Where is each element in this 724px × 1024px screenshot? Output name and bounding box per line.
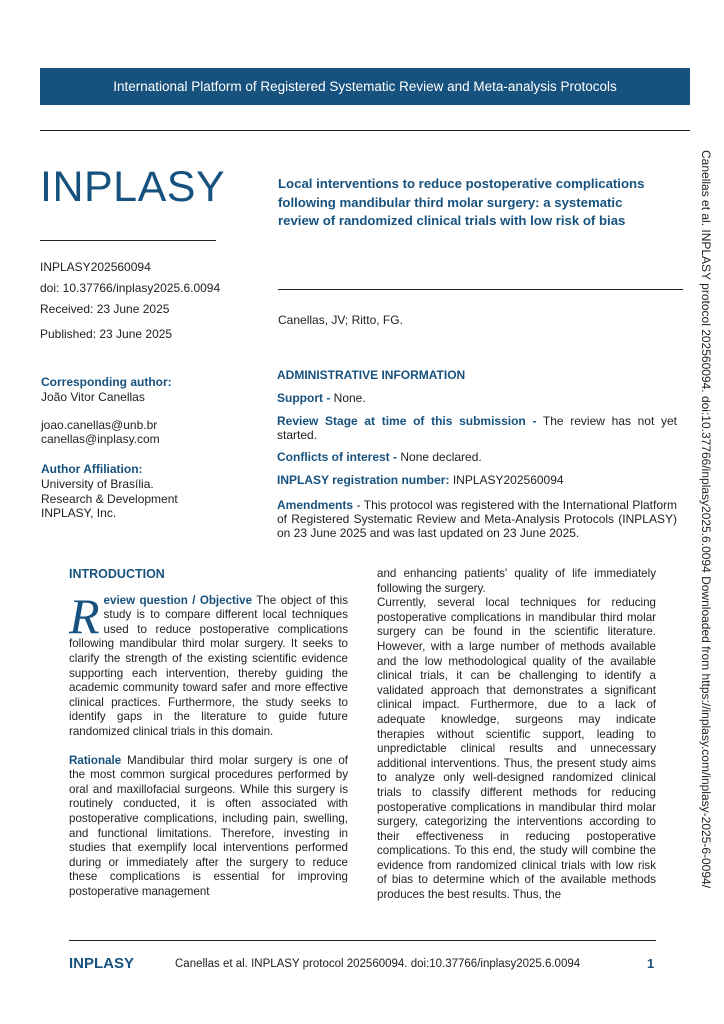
- admin-stage: [277, 414, 677, 442]
- rationale-label: Rationale: [69, 753, 122, 767]
- rationale-text: Mandibular third molar surgery is one of the most common surgical procedures performed by oral and maxillofacial surgeons. While this surgery is routinely conducted, it is often associated with postoperative complications, including pain, swelling, and functional limitations. Therefore, investing in studies that exemplify local interventions performed during or immediately after the surgery to reduce these complications is essential for improving postoperative management: [69, 753, 348, 898]
- amendments-value: - This protocol was registered with the International Platform of Registered Systematic Review and Meta-Analysis Protocols (INPLASY) on 23 June 2025 and was last updated on 23 June 2025.: [277, 498, 677, 540]
- conflicts-label: Conflicts of interest -: [277, 450, 398, 464]
- admin-heading: [277, 368, 677, 382]
- right-paragraph-1: and enhancing patients' quality of life immediately following the surgery.: [377, 567, 656, 595]
- corresponding-author: [41, 375, 172, 447]
- review-question-label: eview question / Objective: [103, 593, 253, 607]
- author-affiliation: [41, 462, 178, 521]
- registration-label: INPLASY registration number:: [277, 473, 450, 487]
- dropcap-letter: R: [69, 587, 100, 644]
- published-date: Published: 23 June 2025: [40, 327, 173, 341]
- left-column: [69, 567, 348, 899]
- banner-text: International Platform of Registered Systematic Review and Meta-analysis Protocols: [113, 79, 617, 94]
- stage-label: Review Stage at time of this submission -: [277, 414, 537, 428]
- registration-value: INPLASY202560094: [449, 473, 564, 487]
- sidebar-citation-text[interactable]: Canellas et al. INPLASY protocol 202560094. doi:10.37766/inplasy2025.6.0094 Downloaded from https://inplasy.com/inplasy-2025-6-0094/: [699, 150, 713, 889]
- admin-registration: [277, 473, 677, 487]
- review-question-text: The object of this study is to compare different local techniques used to reduce postoperative complications following mandibular third molar surgery. It seeks to clarify the strength of the existing scientific evidence supporting each intervention, thereby guiding the academic community toward safer and more effective clinical practices. Furthermore, the study seeks to identify gaps in the literature to guide future randomized clinical trials in this domain.: [69, 593, 349, 738]
- email-link-2[interactable]: canellas@inplasy.com: [41, 432, 160, 447]
- footer-brand: INPLASY: [69, 955, 135, 972]
- right-paragraph-2: Currently, several local techniques for reducing postoperative complications in mandibular third molar surgery can be found in the scientific literature. However, with a large number of methods available and the low methodological quality of the available clinical trials, it can be challenging to identify a validated approach that demonstrates a significant clinical impact. Furthermore, due to a lack of adequate knowledge, surgeons may indicate therapies without scientific support, leading to unpredictable clinical results and unnecessary additional interventions. Thus, the present study aims to analyze only well-designed randomized clinical trials to classify different methods for reducing postoperative complications in mandibular third molar surgery, categorizing the interventions according to their effectiveness in reducing postoperative complications. To this end, the study will combine the evidence from randomized clinical trials with low risk of bias to determine which of the available methods produces the best results. Thus, the: [377, 596, 656, 902]
- admin-conflicts: [277, 450, 677, 464]
- admin-amendments: [277, 498, 677, 540]
- footer-citation: Canellas et al. INPLASY protocol 202560094. doi:10.37766/inplasy2025.6.0094: [175, 958, 581, 970]
- brand-rule: [40, 240, 216, 241]
- affiliation-line-3: INPLASY, Inc.: [41, 506, 117, 521]
- conflicts-value: None declared.: [397, 450, 482, 464]
- article-title: Local interventions to reduce postoperative complications following mandibular third molar surgery: a systematic review of randomized clinical trials with low risk of bias: [278, 176, 645, 228]
- affiliation-line-2: Research & Development: [41, 491, 178, 506]
- title-rule: [278, 289, 683, 290]
- sidebar-citation: [697, 150, 717, 910]
- review-question-paragraph: [69, 587, 349, 740]
- doi[interactable]: doi: 10.37766/inplasy2025.6.0094: [40, 281, 221, 295]
- authors: Canellas, JV; Ritto, FG.: [278, 313, 403, 327]
- received-date: Received: 23 June 2025: [40, 302, 170, 316]
- right-column: [377, 567, 656, 903]
- affiliation-heading: Author Affiliation:: [41, 462, 143, 476]
- protocol-id: INPLASY202560094: [40, 260, 151, 274]
- support-label: Support -: [277, 391, 331, 405]
- page-number: 1: [647, 956, 655, 971]
- footer-rule: [69, 940, 656, 941]
- introduction-heading: INTRODUCTION: [69, 567, 165, 581]
- admin-support: [277, 391, 677, 405]
- support-value: None.: [330, 391, 366, 405]
- email-link-1[interactable]: joao.canellas@unb.br: [41, 417, 158, 432]
- corresponding-heading: Corresponding author:: [41, 375, 172, 389]
- corresponding-name: João Vitor Canellas: [41, 389, 145, 404]
- affiliation-line-1: University of Brasília.: [41, 476, 154, 491]
- top-rule: [40, 130, 690, 131]
- stage-value: The review has not yet started.: [277, 414, 678, 442]
- amendments-label: Amendments: [277, 498, 354, 512]
- brand-logo-text: INPLASY: [40, 163, 226, 211]
- rationale-paragraph: [69, 754, 348, 900]
- admin-heading-text: ADMINISTRATIVE INFORMATION: [277, 368, 466, 382]
- header-banner: [40, 68, 690, 105]
